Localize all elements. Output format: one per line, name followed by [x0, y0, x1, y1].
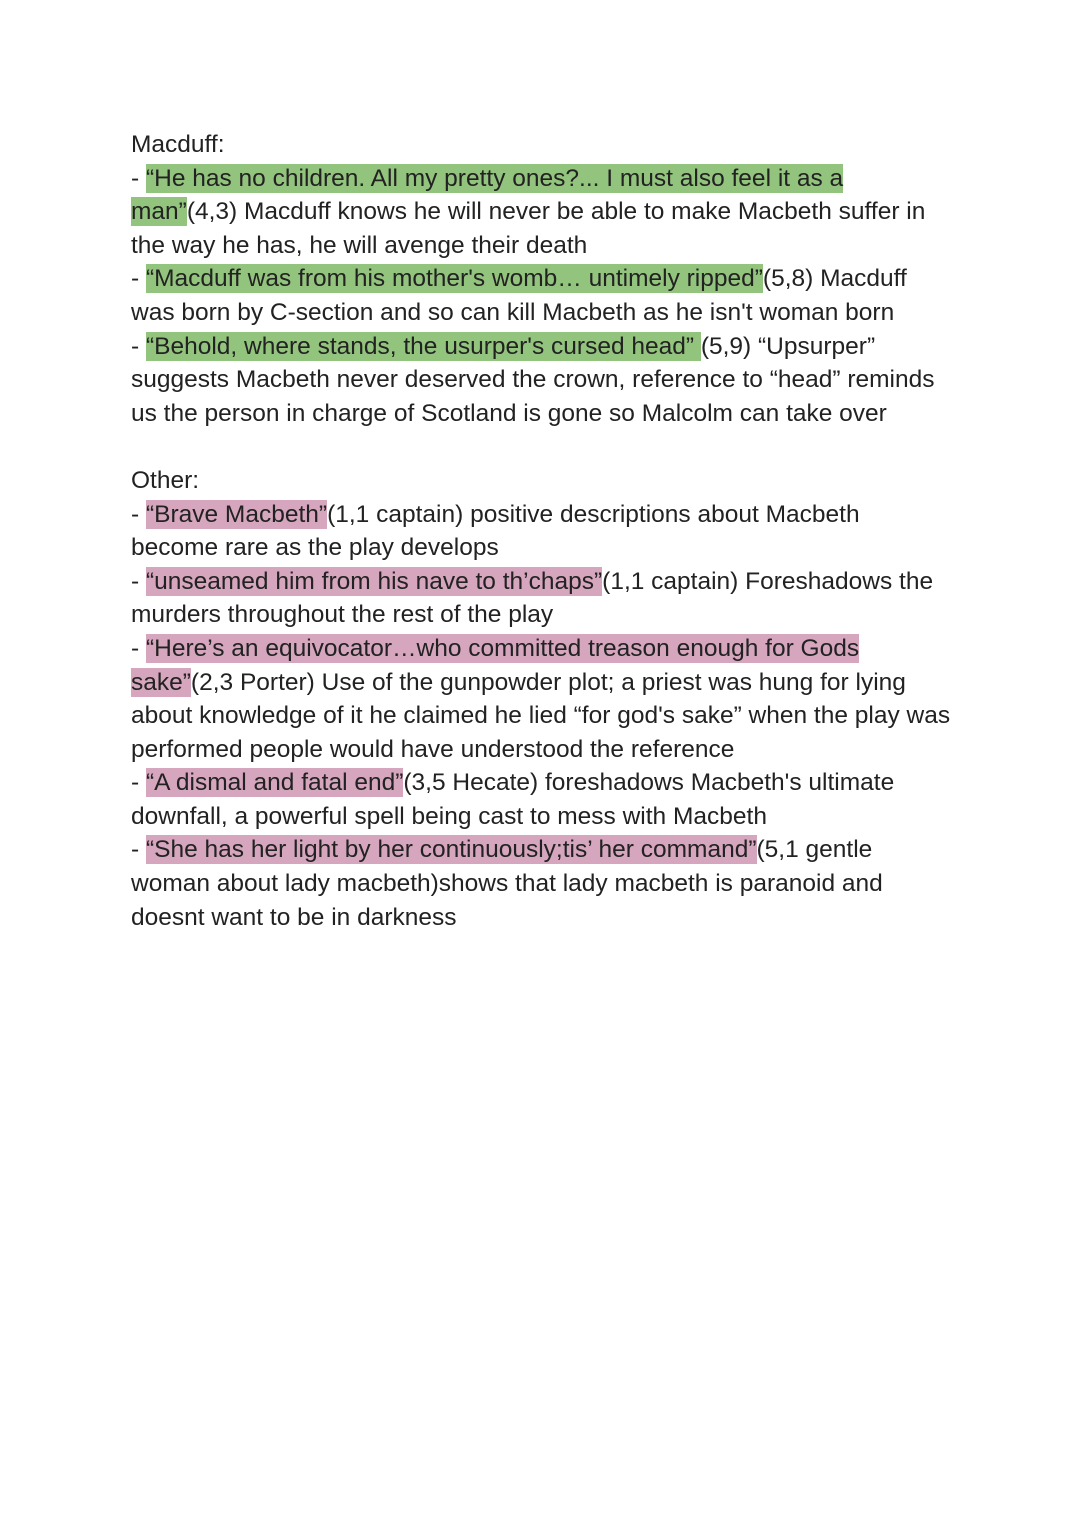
quote-analysis: (1,1 captain) positive descriptions about Macbeth become rare as the play develops — [131, 500, 860, 562]
bullet-dash: - — [131, 567, 146, 595]
quote-entry — [131, 162, 951, 263]
highlighted-quote: “Macduff was from his mother's womb… untimely ripped” — [145, 265, 763, 293]
bullet-dash: - — [131, 769, 146, 797]
quote-entry — [131, 330, 951, 431]
highlighted-quote: “A dismal and fatal end” — [145, 769, 404, 797]
quote-analysis: (3,5 Hecate) foreshadows Macbeth's ultimate downfall, a powerful spell being cast to mess with Macbeth — [131, 769, 895, 830]
bullet-dash: - — [131, 500, 146, 528]
bullet-dash: - — [131, 164, 146, 192]
quote-entry — [131, 632, 951, 766]
quote-analysis: (5,1 gentle woman about lady macbeth)shows that lady macbeth is paranoid and doesnt want to be in darkness — [131, 836, 883, 931]
document-page — [131, 128, 951, 934]
highlighted-quote: “Brave Macbeth” — [145, 500, 328, 528]
section-heading: Macduff: — [131, 131, 225, 158]
quote-entry — [131, 565, 951, 632]
section-heading: Other: — [131, 466, 200, 494]
highlighted-quote: “unseamed him from his nave to th’chaps” — [145, 567, 603, 595]
highlighted-quote: “She has her light by her continuously;tis’ her command” — [145, 836, 757, 864]
macduff-section — [131, 128, 951, 430]
quote-analysis: (5,8) Macduff was born by C-section and so can kill Macbeth as he isn't woman born — [131, 265, 907, 326]
section-spacer — [131, 430, 951, 464]
bullet-dash: - — [131, 332, 146, 360]
quote-entry — [131, 766, 951, 833]
quote-analysis: (5,9) “Upsurper” suggests Macbeth never deserved the crown, reference to “head” reminds us the person in charge of Scotland is gone so Malcolm can take over — [131, 332, 935, 427]
quote-entry — [131, 498, 951, 565]
highlighted-quote: “Here’s an equivocator…who committed treason enough for Gods sake” — [131, 634, 860, 696]
quote-analysis: (4,3) Macduff knows he will never be able to make Macbeth suffer in the way he has, he will avenge their death — [131, 198, 926, 259]
bullet-dash: - — [131, 836, 146, 864]
quote-entry — [131, 262, 951, 329]
highlighted-quote: “He has no children. All my pretty ones?... I must also feel it as a man” — [131, 164, 844, 226]
bullet-dash: - — [131, 265, 146, 293]
quote-analysis: (2,3 Porter) Use of the gunpowder plot; a priest was hung for lying about knowledge of it he claimed he lied “for god's sake” when the play was performed people would have understood the reference — [131, 668, 951, 763]
highlighted-quote: “Behold, where stands, the usurper's cursed head” — [145, 332, 701, 360]
quote-entry — [131, 833, 951, 934]
bullet-dash: - — [131, 634, 146, 662]
quote-analysis: (1,1 captain) Foreshadows the murders throughout the rest of the play — [131, 567, 934, 629]
other-section — [131, 464, 951, 934]
